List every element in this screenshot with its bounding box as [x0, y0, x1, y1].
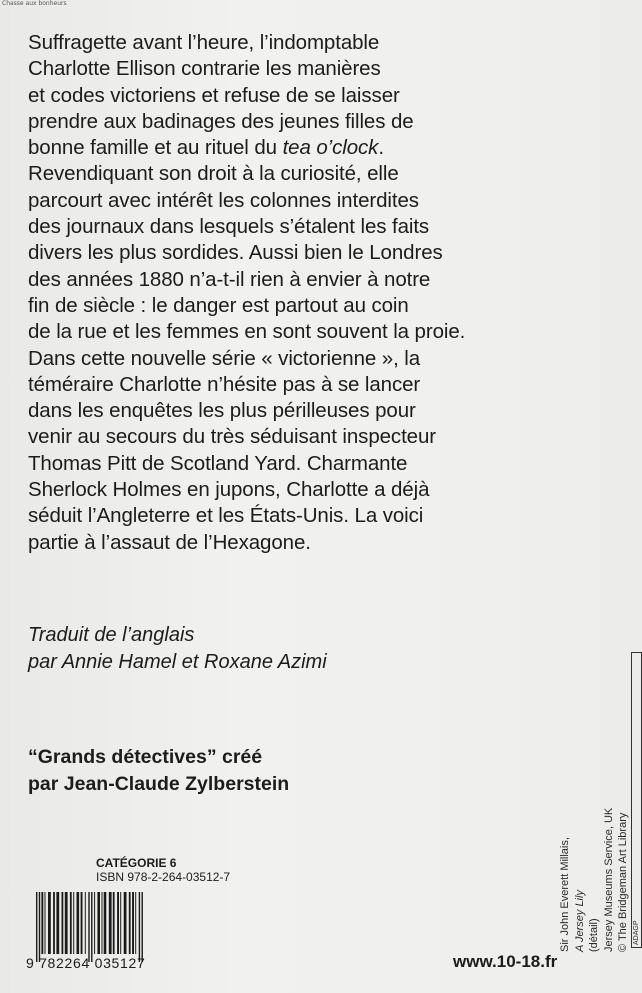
blurb-segment: Suffragette avant l’heure, l’indomptable	[28, 31, 380, 54]
blurb-line	[28, 214, 558, 240]
adagp-mark: ADAGP	[631, 652, 642, 948]
corner-note: Chasse aux bonheurs	[2, 0, 67, 7]
blurb-segment: venir au secours du très séduisant inspecteur	[28, 425, 437, 449]
barcode-bar	[41, 892, 43, 954]
barcode-bar	[88, 892, 89, 962]
barcode-bar	[73, 892, 74, 954]
blurb-line	[28, 451, 558, 477]
blurb-segment: Sherlock Holmes en jupons, Charlotte a déjà	[28, 478, 430, 502]
blurb-segment: Revendiquant son droit à la curiosité, elle	[28, 162, 399, 186]
barcode-bar	[62, 892, 64, 954]
blurb-segment: fin de siècle : le danger est partout au coin	[28, 293, 409, 317]
barcode-bar	[94, 892, 95, 954]
barcode-bar	[36, 892, 37, 962]
barcode-bar	[120, 892, 121, 954]
barcode-bar	[117, 892, 119, 954]
blurb-segment: de la rue et les femmes en sont souvent la proie.	[28, 320, 466, 344]
blurb-segment: .	[378, 136, 384, 160]
blurb-segment: téméraire Charlotte n’hésite pas à se lancer	[28, 372, 421, 396]
translation-line-2: par Annie Hamel et Roxane Azimi	[28, 651, 327, 673]
blurb-line	[28, 372, 558, 398]
blurb-line	[28, 109, 558, 135]
barcode-bar	[132, 892, 134, 954]
barcode-bar	[124, 892, 127, 954]
credit-line-1: Sir John Everett Millais, A Jersey Lily (détail)	[559, 837, 600, 952]
credit-line-2: Jersey Museums Service, UK	[602, 807, 615, 952]
translation-credit	[28, 622, 508, 676]
blurb-segment: Charlotte Ellison contrarie les manières	[28, 57, 381, 81]
blurb-line	[28, 319, 558, 345]
barcode-bar	[77, 892, 80, 954]
blurb-segment: prendre aux badinages des jeunes filles de	[28, 109, 414, 133]
blurb-line	[28, 477, 558, 503]
blurb-segment: parcourt avec intérêt les colonnes interdites	[28, 188, 419, 212]
blurb-segment: et codes victoriens et refuse de se laisser	[28, 83, 400, 107]
blurb-line	[28, 530, 558, 556]
barcode-bar	[142, 892, 143, 962]
barcode-bar	[91, 892, 92, 962]
category-label: CATÉGORIE 6	[96, 856, 177, 870]
barcode-bar	[135, 892, 136, 954]
publisher-website: www.10-18.fr	[453, 952, 558, 971]
blurb-line	[28, 424, 558, 450]
barcode-bar	[102, 892, 103, 954]
barcode-bar	[48, 892, 51, 954]
barcode-bar	[65, 892, 68, 954]
series-credit	[28, 744, 528, 798]
isbn-label: ISBN 978-2-264-03512-7	[96, 870, 231, 884]
series-line-2: par Jean-Claude Zylberstein	[28, 773, 290, 795]
blurb-line	[28, 83, 558, 109]
barcode-bar	[113, 892, 115, 954]
blurb-line	[28, 135, 558, 161]
blurb-segment: Thomas Pitt de Scotland Yard. Charmante	[28, 451, 408, 475]
blurb-segment: des journaux dans lesquels s’étalent les faits	[28, 215, 430, 239]
barcode-bar	[104, 892, 107, 954]
barcode-bar	[139, 892, 140, 962]
barcode-bar	[129, 892, 131, 954]
blurb-text	[28, 30, 558, 556]
blurb-segment: dans les enquêtes les plus périlleuses pour	[28, 399, 416, 423]
blurb-line	[28, 240, 558, 266]
credit-line-3: © The Bridgeman Art Library ADAGP	[616, 652, 642, 952]
barcode-bar	[39, 892, 40, 962]
blurb-segment: séduit l’Angleterre et les États-Unis. La voici	[28, 504, 424, 528]
barcode-icon	[34, 892, 204, 962]
barcode-bar	[109, 892, 112, 954]
blurb-line	[28, 188, 558, 214]
barcode-bar	[70, 892, 72, 954]
barcode-bar	[97, 892, 100, 954]
blurb-segment: tea o’clock	[282, 136, 379, 160]
blurb-segment: partie à l’assaut de l’Hexagone.	[28, 530, 311, 554]
barcode-digits: 9 782264 035127	[26, 955, 146, 971]
barcode-meta	[96, 856, 236, 884]
blurb-segment: des années 1880 n’a-t-il rien à envier à notre	[28, 267, 431, 291]
blurb-segment: divers les plus sordides. Aussi bien le Londres	[28, 241, 443, 265]
barcode-bar	[45, 892, 46, 954]
blurb-line	[28, 346, 558, 372]
blurb-segment: Dans cette nouvelle série « victorienne », la	[28, 346, 421, 370]
blurb-segment: bonne famille et au rituel du	[28, 136, 283, 160]
blurb-line	[28, 30, 558, 56]
blurb-line	[28, 267, 558, 293]
barcode-block	[26, 848, 231, 978]
series-line-1: “Grands détectives” créé	[28, 746, 263, 768]
barcode-bar	[56, 892, 59, 954]
blurb-line	[28, 398, 558, 424]
blurb-line	[28, 56, 558, 82]
blurb-line	[28, 161, 558, 187]
blurb-line	[28, 293, 558, 319]
barcode-bar	[85, 892, 86, 954]
blurb-line	[28, 503, 558, 529]
barcode-bar	[81, 892, 83, 954]
translation-line-1: Traduit de l’anglais	[28, 624, 195, 646]
cover-art-credit	[558, 652, 642, 952]
barcode-bar	[53, 892, 55, 954]
